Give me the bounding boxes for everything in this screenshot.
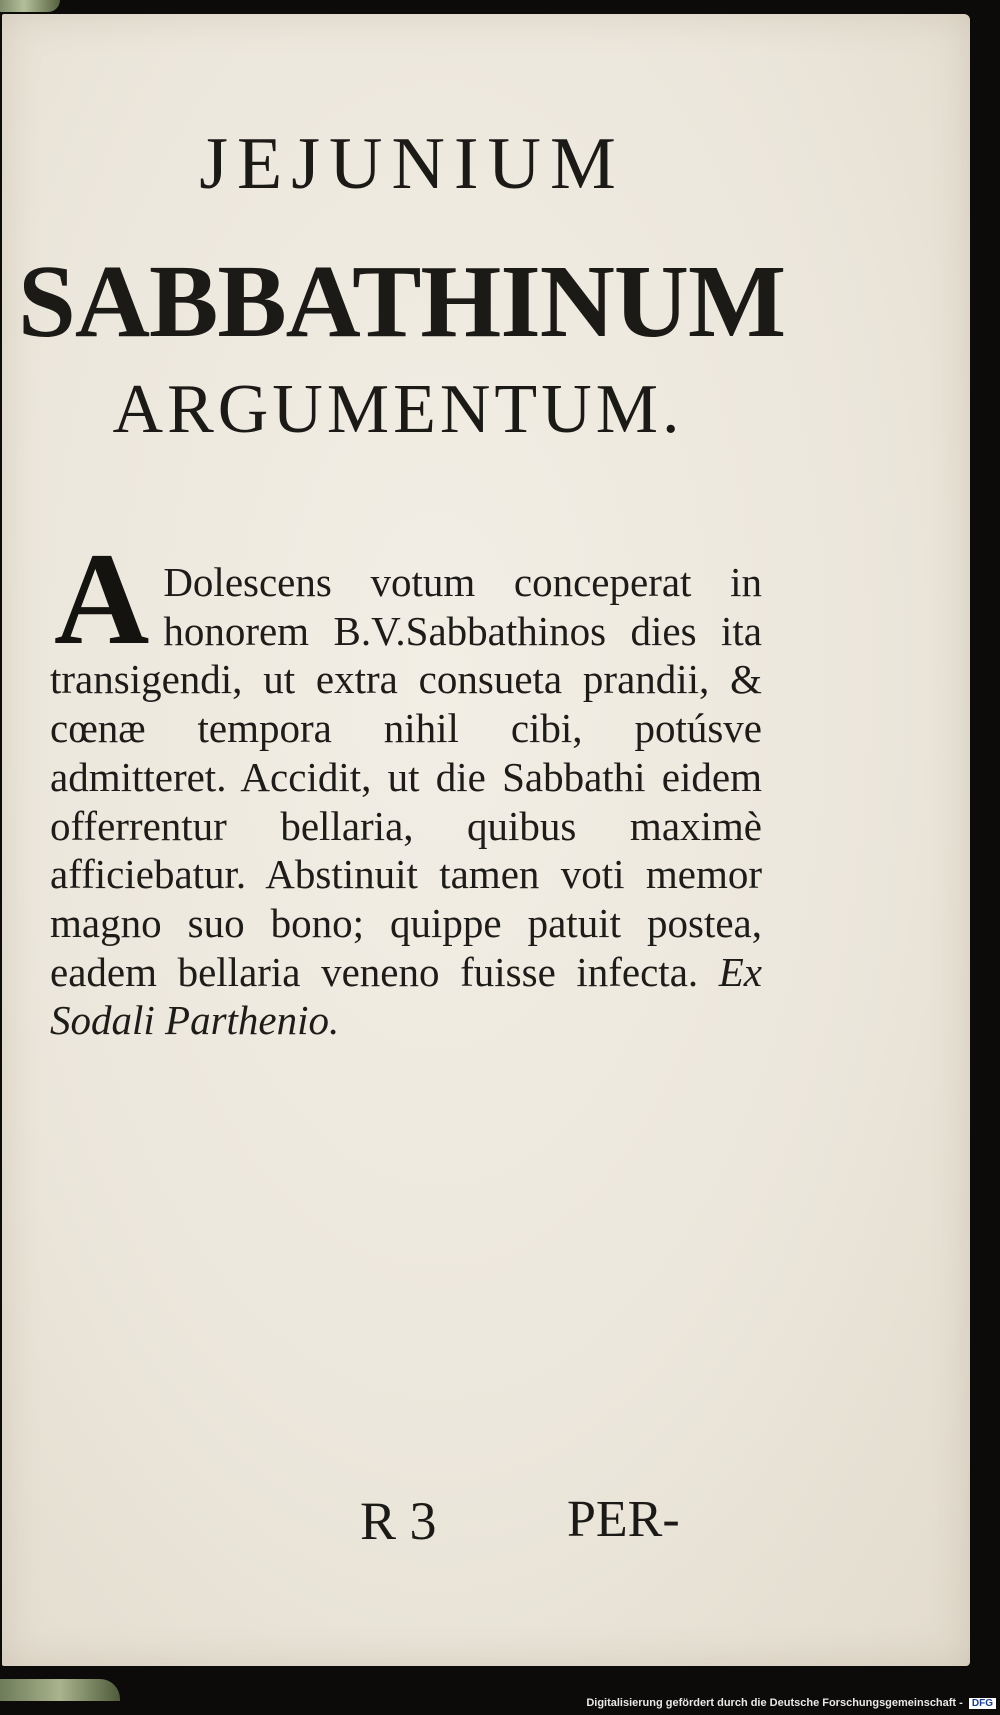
- book-page: [2, 14, 970, 1666]
- dfg-logo: DFG: [969, 1698, 996, 1709]
- heading-line-3: ARGUMENTUM.: [112, 371, 684, 448]
- heading-line-2: SABBATHINUM: [18, 244, 786, 359]
- binding-thread-bottom: [0, 1679, 120, 1701]
- body-paragraph: [50, 525, 763, 1045]
- drop-cap: A: [54, 525, 150, 672]
- body-text: Dolescens votum conceperat in honorem B.V.Sabbathinos dies ita transigendi, ut extra consueta prandii, & cœnæ tempora nihil cibi, potúsve admitteret. Accidit, ut die Sabbathi eidem offerrentur bellaria, quibus maximè afficiebatur. Abstinuit tamen voti memor magno suo bono; quippe patuit postea, eadem bellaria veneno fuisse infecta.: [50, 559, 762, 995]
- credit-text: Digitalisierung gefördert durch die Deutsche Forschungsgemeinschaft -: [586, 1697, 963, 1709]
- digitization-credit: [586, 1697, 996, 1709]
- heading-line-1: JEJUNIUM: [199, 123, 625, 205]
- source-citation: Ex Sodali Parthenio.: [50, 948, 763, 1044]
- signature-mark: R 3: [360, 1491, 437, 1551]
- catchword: PER-: [567, 1491, 680, 1548]
- binding-thread-top: [0, 0, 60, 12]
